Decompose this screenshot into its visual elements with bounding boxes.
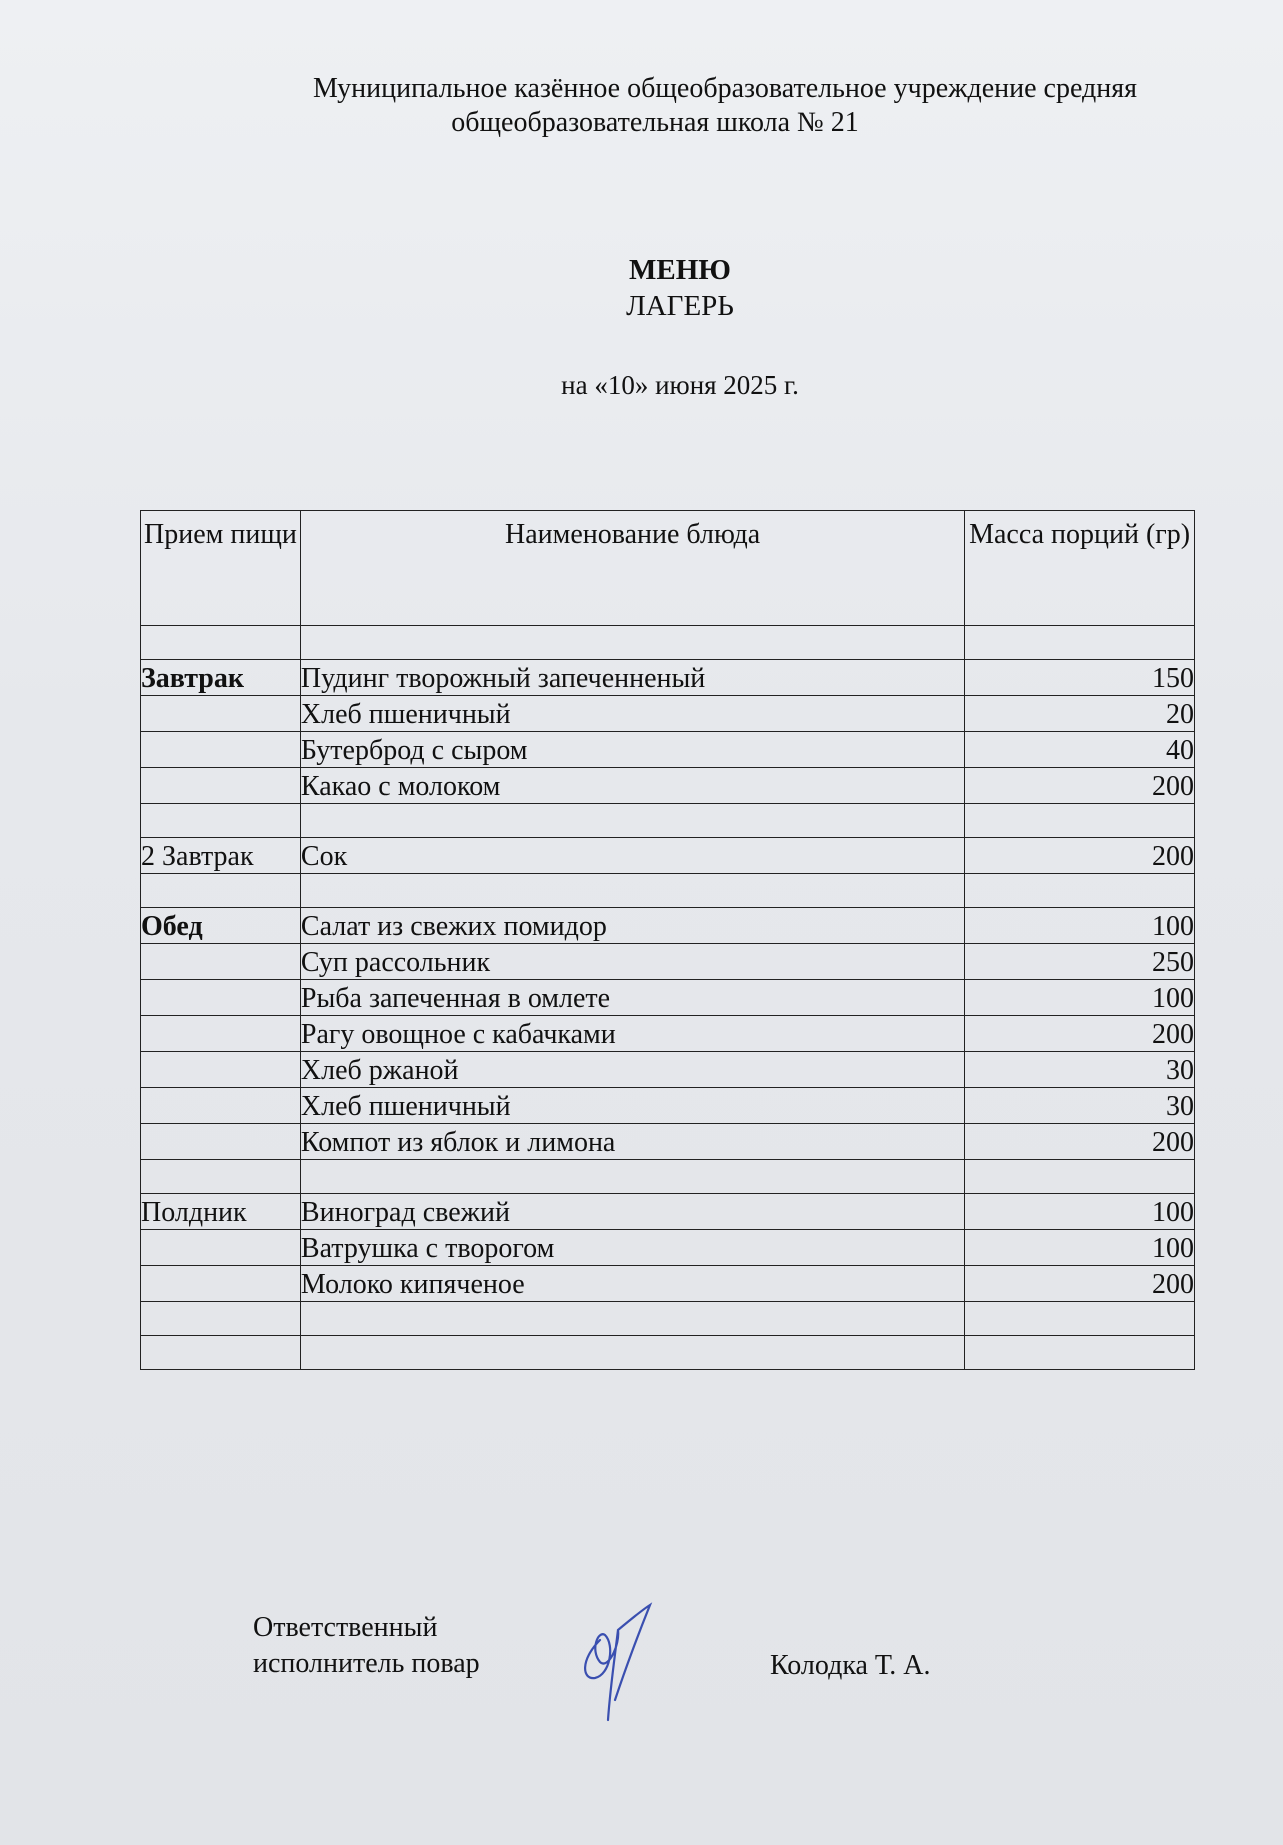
mass-cell — [965, 626, 1195, 660]
table-header-row — [141, 511, 1195, 626]
mass-cell: 40 — [965, 732, 1195, 768]
meal-cell: Завтрак — [141, 660, 301, 696]
meal-cell — [141, 696, 301, 732]
dish-cell: Хлеб пшеничный — [300, 696, 964, 732]
table-row — [141, 768, 1195, 804]
mass-cell: 100 — [965, 1194, 1195, 1230]
meal-cell — [141, 1302, 301, 1336]
table-row — [141, 1302, 1195, 1336]
dish-cell: Сок — [300, 838, 964, 874]
dish-cell: Рыба запеченная в омлете — [300, 980, 964, 1016]
dish-cell — [300, 1160, 964, 1194]
table-row — [141, 696, 1195, 732]
dish-cell: Салат из свежих помидор — [300, 908, 964, 944]
meal-cell — [141, 1230, 301, 1266]
meal-cell — [141, 1336, 301, 1370]
meal-cell — [141, 768, 301, 804]
dish-cell — [300, 1302, 964, 1336]
table-row — [141, 1052, 1195, 1088]
institution-line-1: Муниципальное казённое общеобразовательное учреждение средняя — [312, 73, 1138, 104]
meal-cell — [141, 980, 301, 1016]
mass-cell — [965, 1160, 1195, 1194]
mass-cell — [965, 1336, 1195, 1370]
meal-cell — [141, 1052, 301, 1088]
meal-cell — [141, 1266, 301, 1302]
header-meal: Прием пищи — [141, 511, 301, 626]
table-row — [141, 1016, 1195, 1052]
dish-cell — [300, 1336, 964, 1370]
table-row — [141, 838, 1195, 874]
responsible-name: Колодка Т. А. — [770, 1650, 931, 1681]
dish-cell — [300, 804, 964, 838]
dish-cell: Виноград свежий — [300, 1194, 964, 1230]
menu-table — [140, 510, 1195, 1370]
mass-cell — [965, 874, 1195, 908]
table-row — [141, 1266, 1195, 1302]
table-row — [141, 1230, 1195, 1266]
mass-cell: 200 — [965, 1016, 1195, 1052]
mass-cell: 250 — [965, 944, 1195, 980]
institution-header — [250, 72, 1200, 140]
dish-cell: Молоко кипяченое — [300, 1266, 964, 1302]
responsible-line-2: исполнитель повар — [253, 1648, 480, 1679]
mass-cell: 150 — [965, 660, 1195, 696]
dish-cell: Компот из яблок и лимона — [300, 1124, 964, 1160]
institution-line-2: общеобразовательная школа № 21 — [451, 107, 859, 138]
responsible-label — [253, 1610, 480, 1682]
dish-cell: Хлеб ржаной — [300, 1052, 964, 1088]
dish-cell: Бутерброд с сыром — [300, 732, 964, 768]
mass-cell — [965, 1302, 1195, 1336]
table-row — [141, 874, 1195, 908]
mass-cell: 200 — [965, 1266, 1195, 1302]
table-row — [141, 626, 1195, 660]
meal-cell — [141, 1124, 301, 1160]
meal-cell — [141, 874, 301, 908]
dish-cell: Рагу овощное с кабачками — [300, 1016, 964, 1052]
menu-date: на «10» июня 2025 г. — [561, 370, 799, 400]
meal-cell — [141, 944, 301, 980]
menu-heading: МЕНЮ — [629, 254, 731, 286]
header-dish: Наименование блюда — [300, 511, 964, 626]
meal-cell — [141, 626, 301, 660]
mass-cell: 20 — [965, 696, 1195, 732]
meal-cell: Полдник — [141, 1194, 301, 1230]
mass-cell — [965, 804, 1195, 838]
table-row — [141, 660, 1195, 696]
mass-cell: 200 — [965, 838, 1195, 874]
meal-cell: 2 Завтрак — [141, 838, 301, 874]
meal-cell — [141, 1016, 301, 1052]
table-row — [141, 1336, 1195, 1370]
table-row — [141, 732, 1195, 768]
table-row — [141, 804, 1195, 838]
meal-cell — [141, 1088, 301, 1124]
mass-cell: 100 — [965, 1230, 1195, 1266]
dish-cell: Хлеб пшеничный — [300, 1088, 964, 1124]
dish-cell: Суп рассольник — [300, 944, 964, 980]
menu-title — [580, 252, 780, 324]
signature — [570, 1600, 670, 1730]
mass-cell: 30 — [965, 1088, 1195, 1124]
mass-cell: 100 — [965, 980, 1195, 1016]
mass-cell: 200 — [965, 768, 1195, 804]
table-row — [141, 1194, 1195, 1230]
table-row — [141, 908, 1195, 944]
meal-cell — [141, 732, 301, 768]
menu-table-body — [141, 626, 1195, 1370]
meal-cell: Обед — [141, 908, 301, 944]
dish-cell — [300, 874, 964, 908]
camp-heading: ЛАГЕРЬ — [626, 290, 734, 322]
dish-cell: Какао с молоком — [300, 768, 964, 804]
dish-cell — [300, 626, 964, 660]
mass-cell: 30 — [965, 1052, 1195, 1088]
responsible-line-1: Ответственный — [253, 1612, 438, 1643]
header-mass: Масса порций (гр) — [965, 511, 1195, 626]
table-row — [141, 944, 1195, 980]
dish-cell: Пудинг творожный запеченненый — [300, 660, 964, 696]
table-row — [141, 1124, 1195, 1160]
meal-cell — [141, 804, 301, 838]
mass-cell: 100 — [965, 908, 1195, 944]
dish-cell: Ватрушка с творогом — [300, 1230, 964, 1266]
meal-cell — [141, 1160, 301, 1194]
table-row — [141, 1088, 1195, 1124]
mass-cell: 200 — [965, 1124, 1195, 1160]
table-row — [141, 1160, 1195, 1194]
table-row — [141, 980, 1195, 1016]
